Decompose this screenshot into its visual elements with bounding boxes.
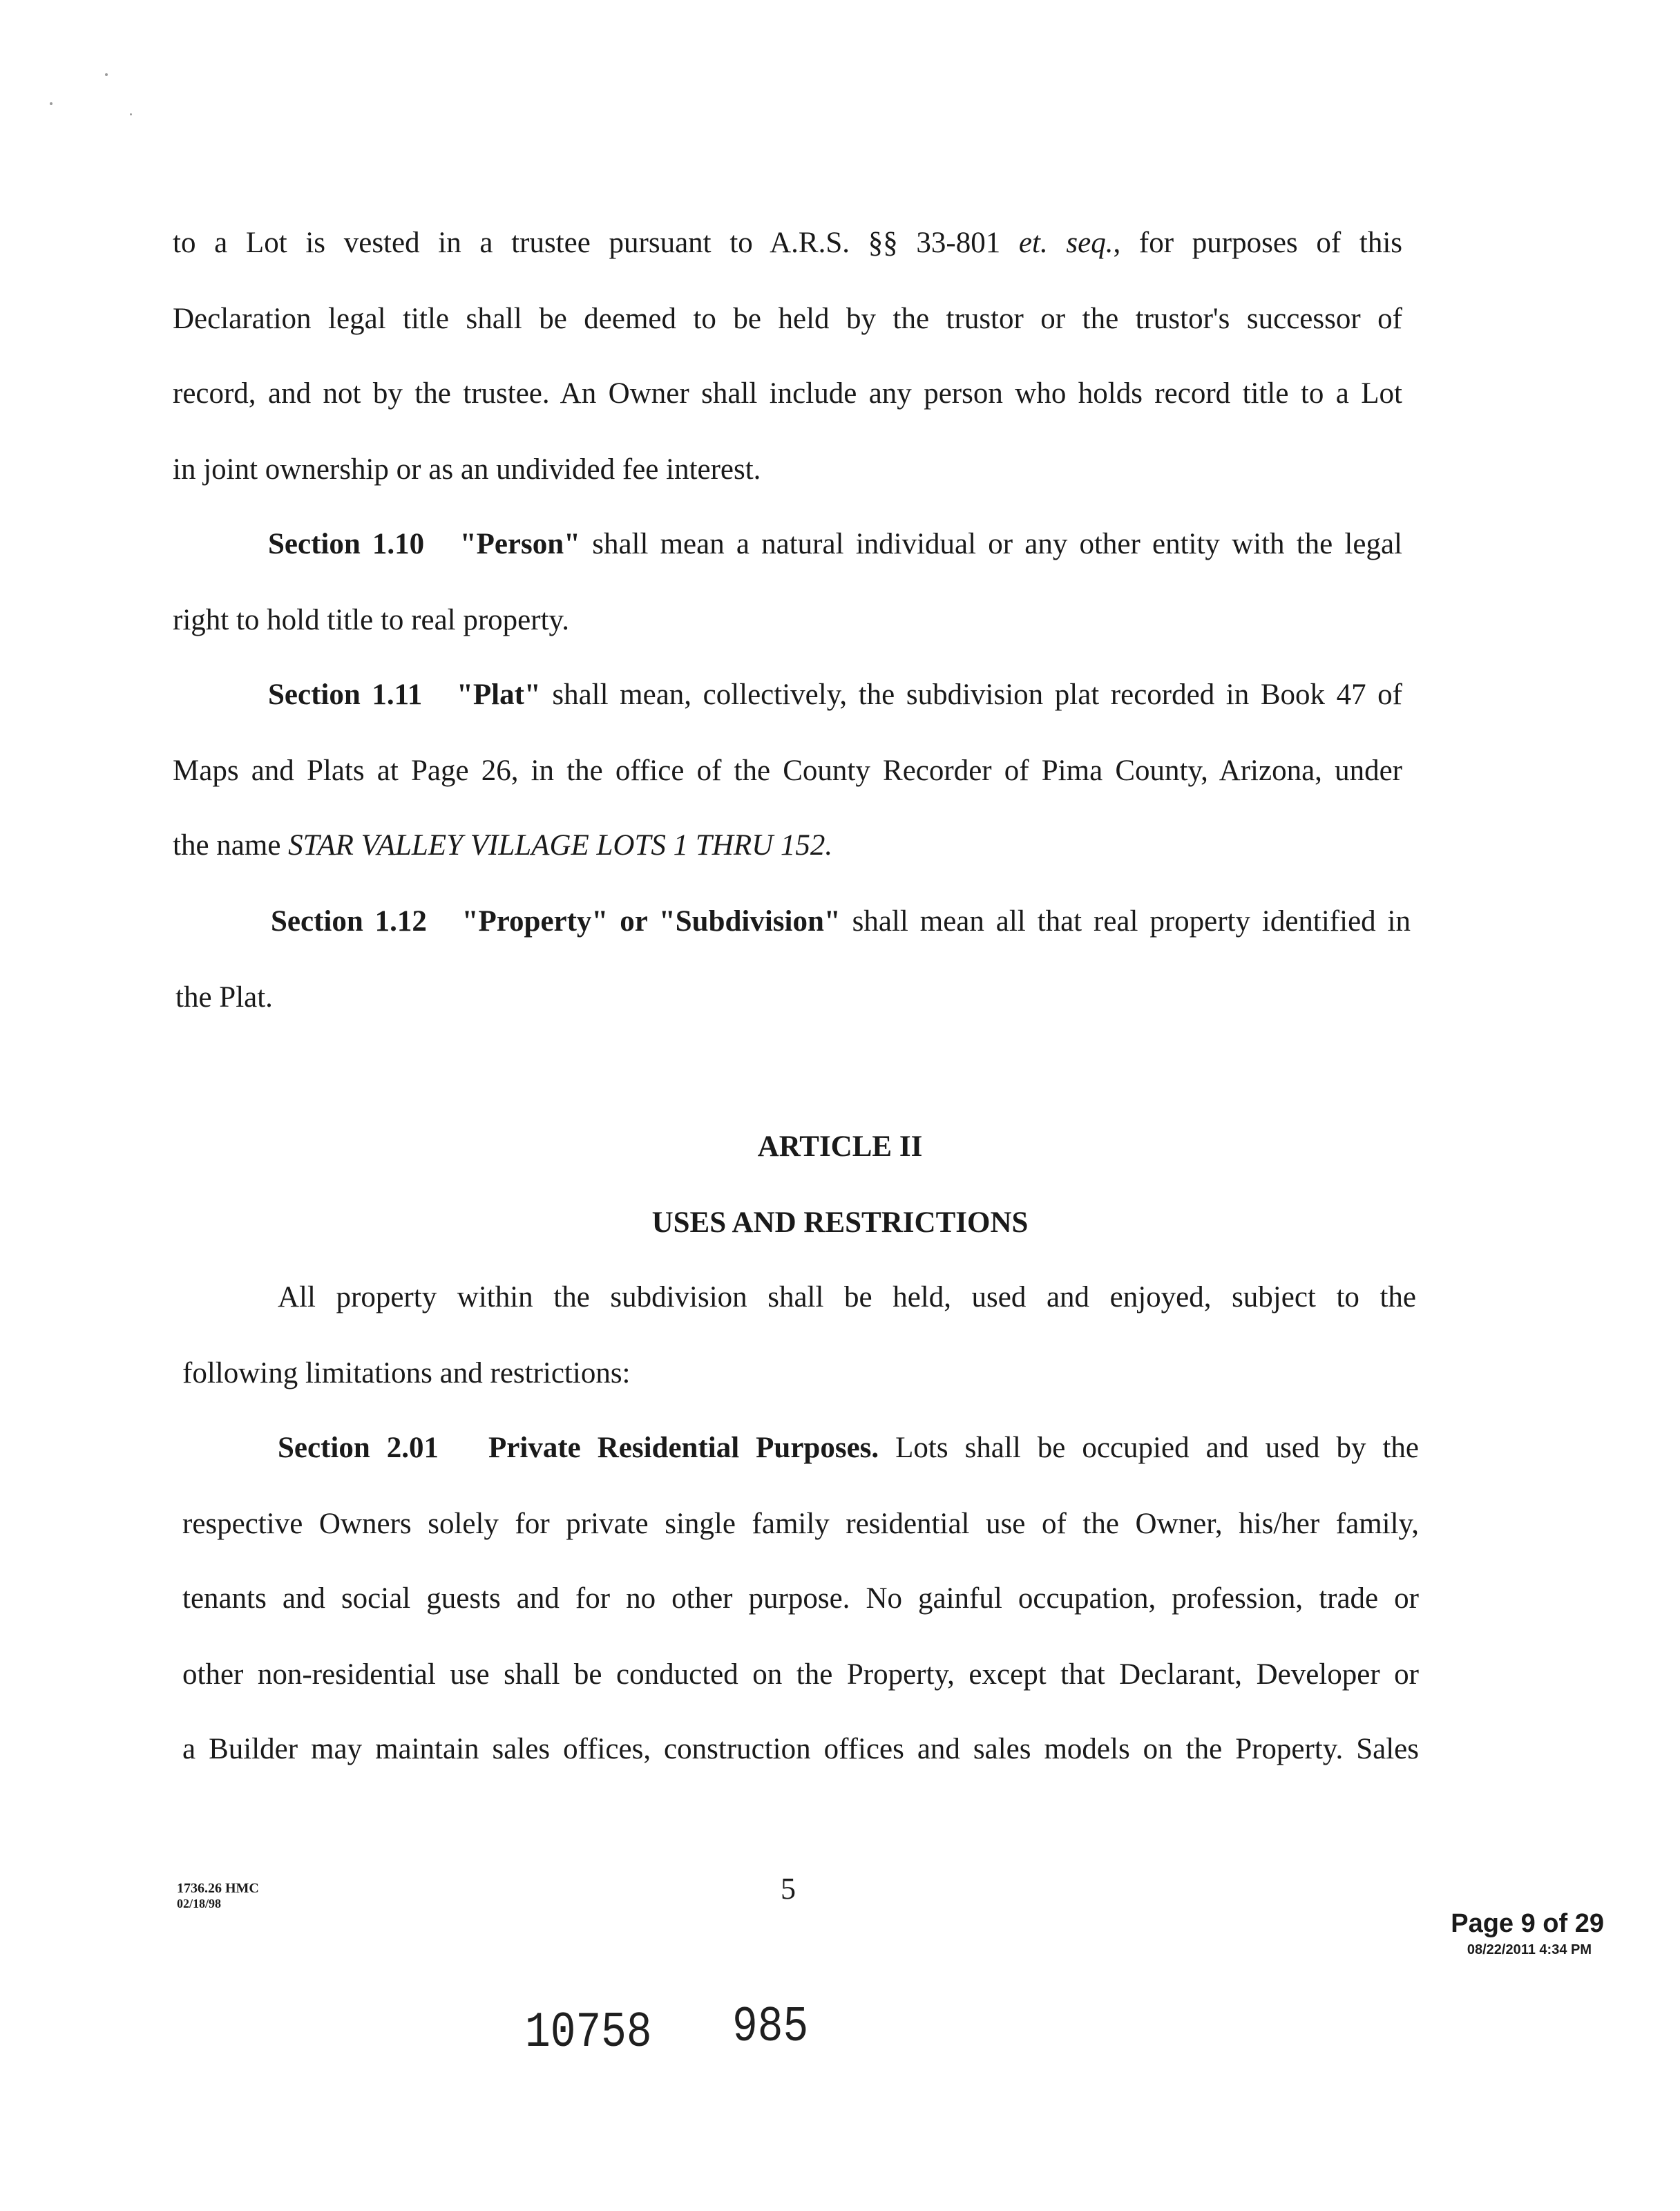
paragraph-line: Maps and Plats at Page 26, in the office of the County Recorder of Pima County, Arizona, under xyxy=(173,755,1402,787)
paragraph-line: tenants and social guests and for no other purpose. No gainful occupation, profession, trade or xyxy=(182,1582,1419,1615)
text-run: shall mean all that real property identified in xyxy=(840,905,1411,938)
text-run: Lots shall be occupied and used by the xyxy=(879,1432,1419,1464)
subdivision-name: STAR VALLEY VILLAGE LOTS 1 THRU 152. xyxy=(288,829,833,862)
page-number: 5 xyxy=(781,1872,796,1906)
text-run: shall mean, collectively, the subdivision plat recorded in Book 47 of xyxy=(540,679,1402,711)
scan-speck xyxy=(130,113,132,115)
paragraph-line: a Builder may maintain sales offices, construction offices and sales models on the Property. Sales xyxy=(182,1733,1419,1765)
section-1-12-line xyxy=(271,904,1411,940)
defined-term: "Plat" xyxy=(457,679,541,711)
document-date: 02/18/98 xyxy=(177,1897,222,1910)
print-timestamp: 08/22/2011 4:34 PM xyxy=(1467,1942,1592,1957)
defined-term: "Property" or "Subdivision" xyxy=(461,905,841,938)
text-run: , for purposes of this xyxy=(1113,227,1402,259)
paragraph-line xyxy=(173,828,832,864)
section-number: Section 1.10 xyxy=(268,528,425,560)
paragraph-line: Declaration legal title shall be deemed to be held by the trustor or the trustor's successor of xyxy=(173,303,1402,335)
paragraph-line xyxy=(173,225,1402,261)
paragraph-line: following limitations and restrictions: xyxy=(182,1357,631,1389)
section-1-11-line xyxy=(268,677,1402,713)
article-title: USES AND RESTRICTIONS xyxy=(651,1206,1029,1239)
page-counter: Page 9 of 29 xyxy=(1451,1909,1604,1938)
text-run: shall mean a natural individual or any other entity with the legal xyxy=(580,528,1402,560)
text-run: the name xyxy=(173,829,289,862)
paragraph-line: record, and not by the trustee. An Owner shall include any person who holds record title to a Lot xyxy=(173,377,1402,410)
defined-term: "Person" xyxy=(459,528,581,560)
article-number: ARTICLE II xyxy=(757,1130,923,1163)
paragraph-line: the Plat. xyxy=(175,981,273,1014)
section-heading: Private Residential Purposes. xyxy=(488,1432,879,1464)
section-number: Section 2.01 xyxy=(278,1432,439,1464)
text-run: to a Lot is vested in a trustee pursuant to A.R.S. §§ 33-801 xyxy=(173,227,1019,259)
docket-number: 10758 xyxy=(525,2004,652,2061)
text-run-italic: et. seq. xyxy=(1018,227,1114,259)
document-code: 1736.26 HMC xyxy=(177,1881,259,1896)
section-1-10-line xyxy=(268,526,1402,562)
paragraph-line: respective Owners solely for private single family residential use of the Owner, his/her family, xyxy=(182,1508,1419,1540)
recording-page-number: 985 xyxy=(732,1999,809,2056)
scan-speck xyxy=(105,73,108,76)
section-number: Section 1.12 xyxy=(271,905,427,938)
paragraph-line: All property within the subdivision shall be held, used and enjoyed, subject to the xyxy=(278,1281,1416,1313)
scan-speck xyxy=(50,102,52,105)
paragraph-line: in joint ownership or as an undivided fee interest. xyxy=(173,453,761,486)
section-2-01-line xyxy=(278,1430,1419,1466)
paragraph-line: other non-residential use shall be conducted on the Property, except that Declarant, Developer or xyxy=(182,1658,1419,1691)
section-number: Section 1.11 xyxy=(268,679,423,711)
paragraph-line: right to hold title to real property. xyxy=(173,604,569,636)
